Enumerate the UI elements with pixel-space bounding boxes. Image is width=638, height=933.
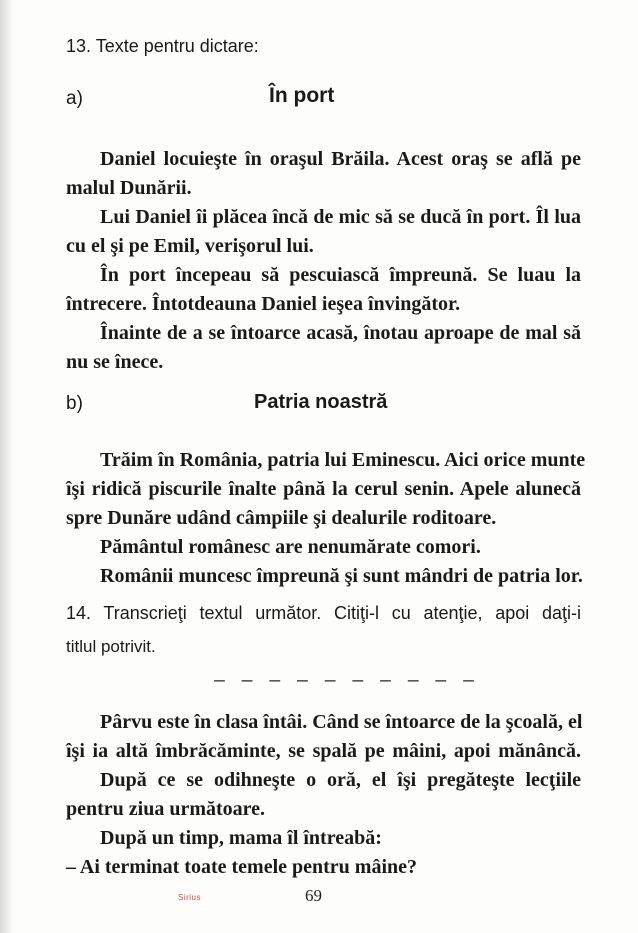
- exercise-14-instruction: 14. Transcrieţi textul următor. Citiţi-l cu atenţie, apoi daţi-i: [66, 603, 581, 623]
- text-line: Românii muncesc împreună şi sunt mândri de patria lor.: [100, 565, 583, 587]
- text-line: După ce se odihneşte o oră, el îşi pregăteşte lecţiile: [100, 769, 581, 791]
- text-line: nu se înece.: [66, 351, 164, 373]
- text-line: – Ai terminat toate temele pentru mâine?: [66, 856, 418, 878]
- text-line: malul Dunării.: [66, 177, 192, 199]
- text-line: întrecere. Întotdeauna Daniel ieşea învingător.: [66, 293, 461, 315]
- binding-shadow: [0, 0, 14, 933]
- text-line: Trăim în România, patria lui Eminescu. Aici orice munte: [100, 449, 586, 471]
- text-line: În port începeau să pescuiască împreună. Se luau la: [100, 264, 581, 286]
- page-number: 69: [305, 886, 322, 905]
- text-line: spre Dunăre udând câmpiile şi dealurile roditoare.: [66, 507, 497, 529]
- title-placeholder-dashes: – – – – – – – – – –: [214, 670, 477, 691]
- text-line: Pârvu este în clasa întâi. Când se întoarce de la şcoală, el: [100, 711, 583, 733]
- text-line: cu el şi pe Emil, verişorul lui.: [66, 235, 314, 257]
- text-line: Înainte de a se întoarce acasă, înotau aproape de mal să: [100, 322, 581, 344]
- text-line: Lui Daniel îi plăcea încă de mic să se ducă în port. Îl lua: [100, 206, 581, 228]
- section-a-label: a): [66, 88, 83, 109]
- text-line: După un timp, mama îl întreabă:: [100, 827, 382, 849]
- publisher-stamp: Sirius: [178, 893, 202, 902]
- exercise-14-instruction-cont: titlul potrivit.: [66, 637, 156, 656]
- text-line: Daniel locuieşte în oraşul Brăila. Acest oraş se află pe: [100, 148, 581, 170]
- section-b-label: b): [66, 393, 83, 414]
- section-a-title: În port: [269, 84, 335, 107]
- text-line: pentru ziua următoare.: [66, 798, 266, 820]
- text-line: Pământul românesc are nenumărate comori.: [100, 536, 481, 558]
- text-line: îşi ia altă îmbrăcăminte, se spală pe mâini, apoi mănâncă.: [66, 740, 581, 762]
- section-b-title: Patria noastră: [254, 391, 388, 413]
- text-line: îşi ridică piscurile înalte până la cerul senin. Apele alunecă: [66, 478, 581, 500]
- exercise-13-heading: 13. Texte pentru dictare:: [66, 36, 259, 56]
